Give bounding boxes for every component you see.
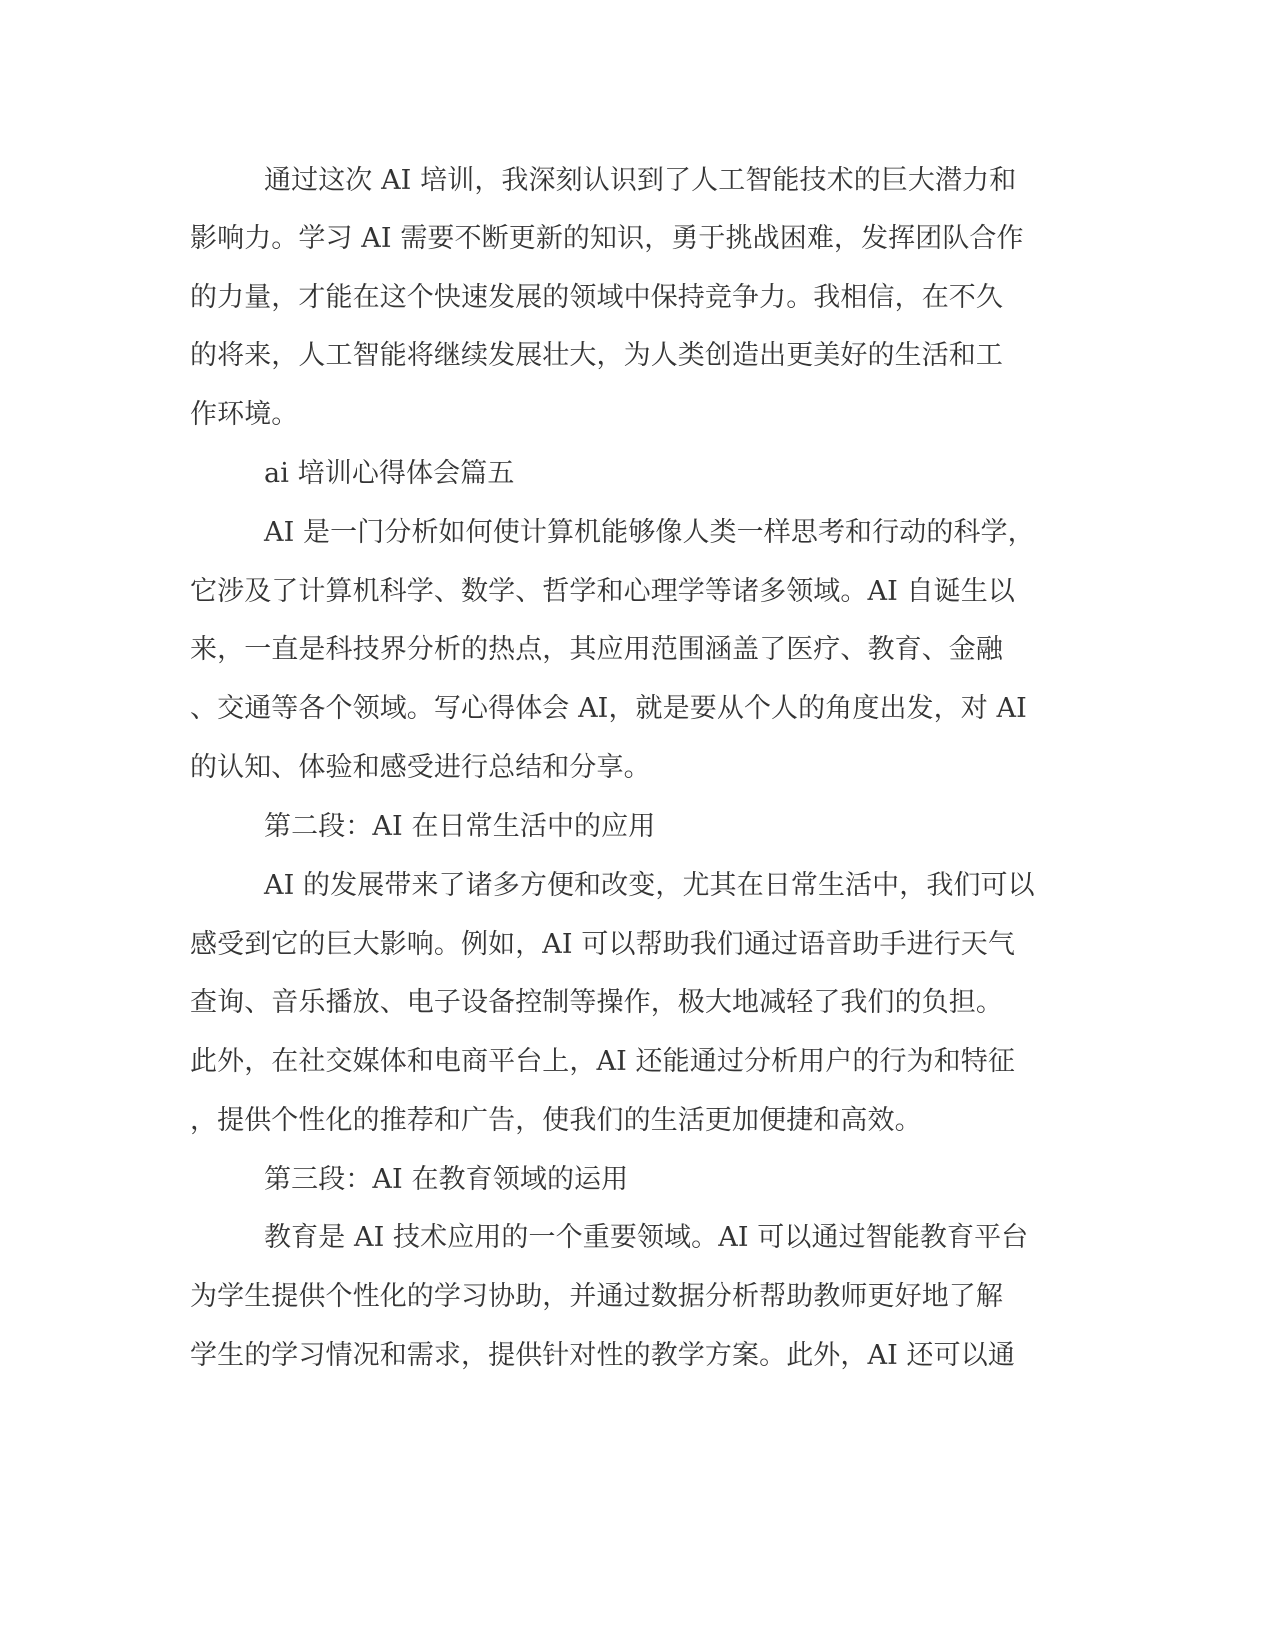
paragraph-line: 作环境。 [190,399,299,430]
paragraph-line: 的将来，人工智能将继续发展壮大，为人类创造出更美好的生活和工 [190,340,1003,371]
paragraph-line: ，提供个性化的推荐和广告，使我们的生活更加便捷和高效。 [190,1105,922,1136]
paragraph-line: 来，一直是科技界分析的热点，其应用范围涵盖了医疗、教育、金融 [190,634,1003,665]
paragraph-line: 查询、音乐播放、电子设备控制等操作，极大地减轻了我们的负担。 [190,987,1003,1018]
paragraph-line: 、交通等各个领域。写心得体会 AI，就是要从个人的角度出发，对 AI [190,693,1027,724]
paragraph-line: 为学生提供个性化的学习协助，并通过数据分析帮助教师更好地了解 [190,1281,1003,1312]
section-heading: 第三段：AI 在教育领域的运用 [264,1164,629,1195]
paragraph-line: 教育是 AI 技术应用的一个重要领域。AI 可以通过智能教育平台 [264,1222,1029,1253]
section-heading: ai 培训心得体会篇五 [264,458,515,489]
paragraph-line: AI 的发展带来了诸多方便和改变，尤其在日常生活中，我们可以 [264,870,1035,901]
paragraph-line: 影响力。学习 AI 需要不断更新的知识，勇于挑战困难，发挥团队合作 [190,223,1024,254]
section-heading: 第二段：AI 在日常生活中的应用 [264,811,656,842]
paragraph-line: 此外，在社交媒体和电商平台上，AI 还能通过分析用户的行为和特征 [190,1046,1015,1077]
paragraph-line: 它涉及了计算机科学、数学、哲学和心理学等诸多领域。AI 自诞生以 [190,576,1015,607]
paragraph-line: 的认知、体验和感受进行总结和分享。 [190,752,651,783]
paragraph-line: AI 是一门分析如何使计算机能够像人类一样思考和行动的科学， [264,517,1035,548]
paragraph-line: 学生的学习情况和需求，提供针对性的教学方案。此外，AI 还可以通 [190,1340,1015,1371]
paragraph-line: 的力量，才能在这个快速发展的领域中保持竞争力。我相信，在不久 [190,282,1003,313]
paragraph-line: 感受到它的巨大影响。例如，AI 可以帮助我们通过语音助手进行天气 [190,929,1015,960]
paragraph-line: 通过这次 AI 培训，我深刻认识到了人工智能技术的巨大潜力和 [264,165,1017,196]
